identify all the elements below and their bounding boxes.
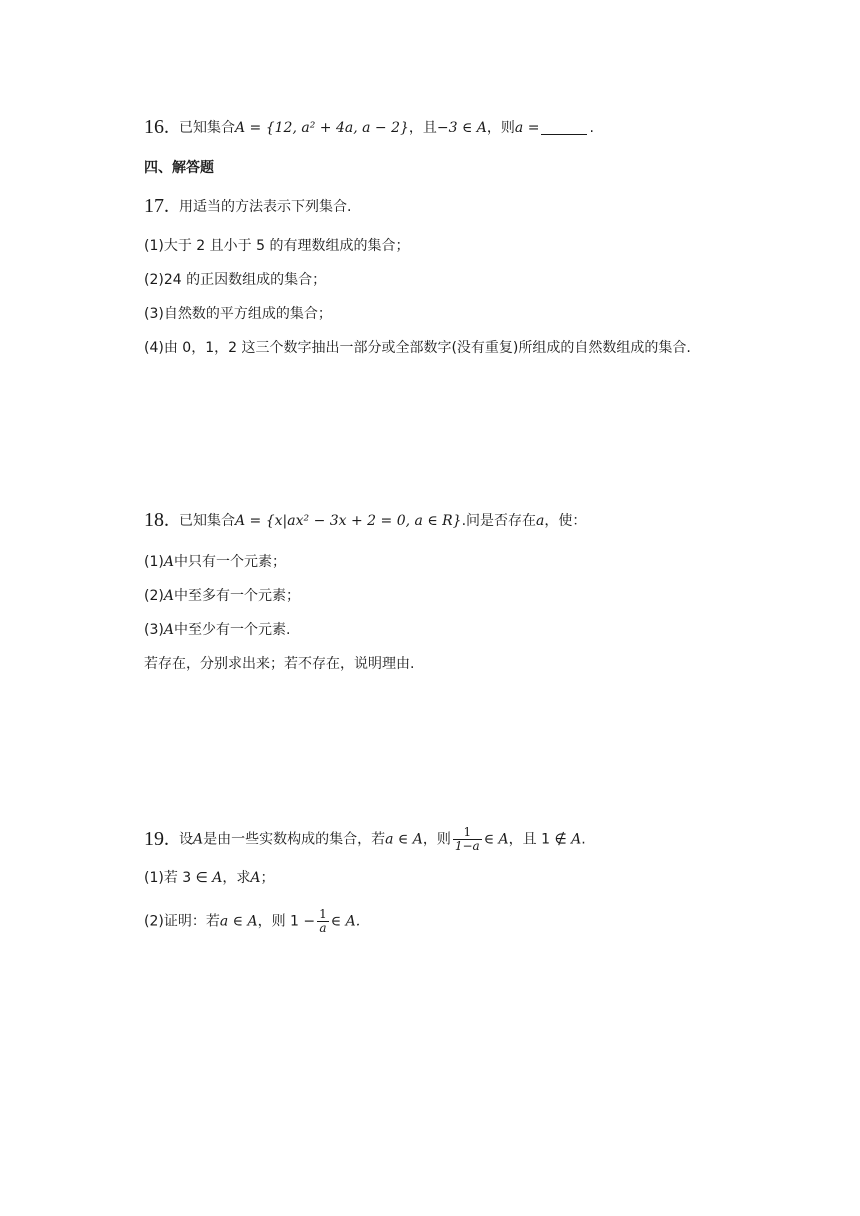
item-text: 中至少有一个元素.: [173, 622, 291, 638]
q16-text-then: ，则: [486, 120, 515, 136]
fraction-numerator: 1: [453, 826, 482, 840]
question-number: 16.: [144, 116, 169, 138]
question-number: 18.: [144, 509, 169, 531]
q19-part-1: [144, 868, 275, 888]
part-var: A: [212, 870, 223, 886]
question-16: [144, 117, 594, 138]
q18-text-suffix: .问是否存在: [461, 513, 537, 529]
q19-text: .: [581, 831, 586, 848]
q19-var: A: [193, 831, 204, 848]
question-number: 17.: [144, 195, 169, 217]
part-text: ，求: [222, 870, 251, 886]
item-var: A: [163, 554, 174, 570]
q17-stem: 用适当的方法表示下列集合.: [179, 199, 352, 215]
q17-item-2: (2)24 的正因数组成的集合；: [144, 272, 327, 288]
q18-item-1: [144, 552, 286, 572]
q19-text: 设: [179, 831, 193, 848]
item-label: (2): [144, 588, 164, 604]
fraction-numerator: 1: [319, 907, 327, 921]
q16-end: .: [589, 120, 594, 136]
q19-part-2: [144, 908, 360, 935]
q19-text: ，则: [422, 831, 451, 848]
q19-text: 是由一些实数构成的集合，若: [203, 831, 386, 848]
item-label: (1): [144, 554, 164, 570]
fraction-denominator: 1−a: [454, 839, 480, 853]
part-condition: ∈ A.: [330, 913, 361, 930]
part-text: ，则 1 −: [257, 913, 316, 930]
q17-item-1: (1)大于 2 且小于 5 的有理数组成的集合；: [144, 238, 410, 254]
q19-fraction: [453, 826, 482, 853]
item-text: 中只有一个元素；: [173, 554, 286, 570]
fraction-denominator: a: [319, 921, 327, 935]
question-18: [144, 510, 586, 531]
q18-set-definition: A = {x|ax² − 3x + 2 = 0, a ∈ R}: [235, 513, 462, 529]
q18-closing: 若存在，分别求出来；若不存在，说明理由.: [144, 656, 415, 672]
part-condition: a ∈ A: [219, 913, 258, 930]
q18-item-2: [144, 586, 300, 606]
answer-blank: [541, 134, 587, 135]
q18-item-3: [144, 620, 290, 640]
q17-item-4: (4)由 0，1，2 这三个数字抽出一部分或全部数字(没有重复)所组成的自然数组成的集合.: [144, 340, 691, 356]
item-var: A: [163, 622, 174, 638]
part-text: (1)若 3 ∈: [144, 870, 213, 886]
q19-var: A: [571, 831, 582, 848]
question-number: 19.: [144, 827, 169, 850]
q19-fraction-2: [317, 908, 329, 935]
item-var: A: [163, 588, 174, 604]
q17-item-3: (3)自然数的平方组成的集合；: [144, 306, 332, 322]
q16-set-definition: A = {12, a² + 4a, a − 2}: [235, 120, 409, 136]
q19-text: ，且 1 ∉: [508, 831, 572, 848]
part-text: (2)证明：若: [144, 913, 220, 930]
q18-var: a: [536, 513, 545, 529]
q19-condition: a ∈ A: [385, 831, 423, 848]
q16-text-mid: ，且: [408, 120, 437, 136]
q19-condition: ∈ A: [483, 831, 509, 848]
part-text: ；: [260, 870, 275, 886]
item-label: (3): [144, 622, 164, 638]
q16-text-prefix: 已知集合: [179, 120, 235, 136]
item-text: 中至多有一个元素；: [173, 588, 300, 604]
question-17: [144, 196, 351, 217]
q16-ask: a =: [514, 120, 540, 136]
question-19: [144, 826, 586, 853]
q16-condition: −3 ∈ A: [436, 120, 487, 136]
section-heading: 四、解答题: [144, 160, 214, 176]
q18-text-end: ，使：: [544, 513, 587, 529]
q18-text-prefix: 已知集合: [179, 513, 235, 529]
part-var: A: [250, 870, 261, 886]
